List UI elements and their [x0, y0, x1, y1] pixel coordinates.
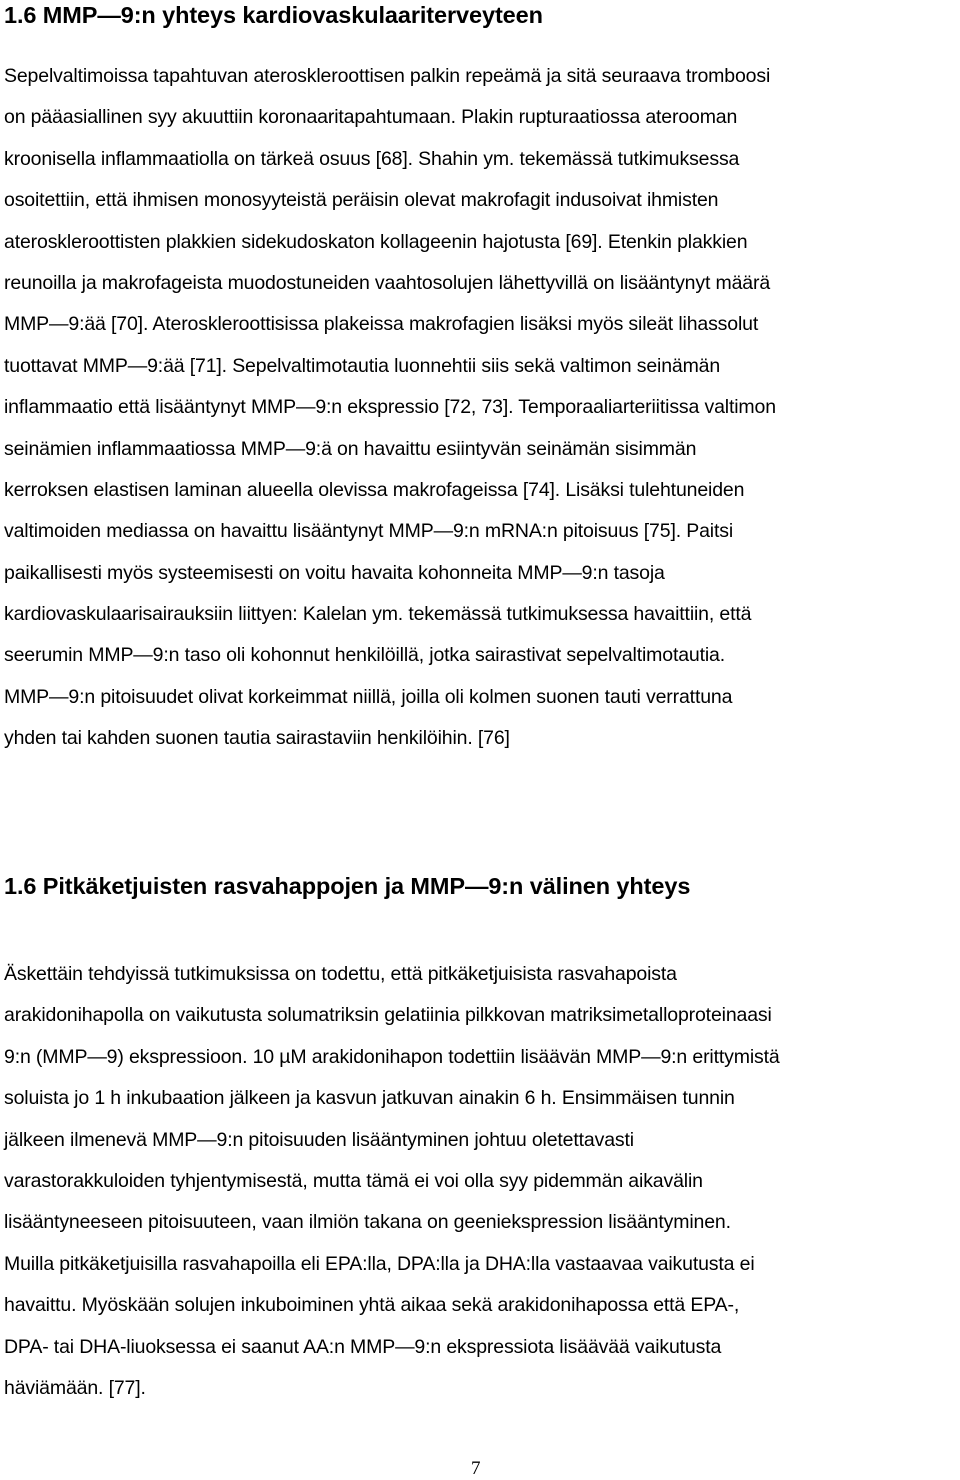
text-line: arakidonihapolla on vaikutusta solumatriksin gelatiinia pilkkovan matriksimetalloproteinaasi	[4, 1004, 772, 1027]
text-line: tuottavat MMP—9:ää [71]. Sepelvaltimotautia luonnehtii siis sekä valtimon seinämän	[4, 354, 721, 377]
text-line: DPA- tai DHA-liuoksessa ei saanut AA:n MMP—9:n ekspressiota lisäävää vaikutusta	[4, 1335, 722, 1358]
text-line: soluista jo 1 h inkubaation jälkeen ja kasvun jatkuvan ainakin 6 h. Ensimmäisen tunnin	[4, 1087, 735, 1110]
text-line: kardiovaskulaarisairauksiin liittyen: Kalelan ym. tekemässä tutkimuksessa havaittiin, että	[4, 603, 752, 626]
page-number: 7	[471, 1458, 481, 1479]
text-line: ateroskleroottisten plakkien sidekudoskaton kollageenin hajotusta [69]. Etenkin plakkien	[4, 230, 748, 253]
text-line: valtimoiden mediassa on havaittu lisääntynyt MMP—9:n mRNA:n pitoisuus [75]. Paitsi	[4, 520, 734, 543]
text-line: varastorakkuloiden tyhjentymisestä, mutta tämä ei voi olla syy pidemmän aikavälin	[4, 1169, 703, 1192]
text-line: Muilla pitkäketjuisilla rasvahapoilla eli EPA:lla, DPA:lla ja DHA:lla vastaavaa vaikutusta ei	[4, 1252, 755, 1275]
text-line: osoitettiin, että ihmisen monosyyteistä peräisin olevat makrofagit indusoivat ihmisten	[4, 189, 719, 212]
text-line: seinämien inflammaatiossa MMP—9:ä on havaittu esiintyvän seinämän sisimmän	[4, 437, 697, 460]
text-line: lisääntyneeseen pitoisuuteen, vaan ilmiön takana on geeniekspression lisääntyminen.	[4, 1211, 731, 1234]
text-line: Äskettäin tehdyissä tutkimuksissa on todettu, että pitkäketjuisista rasvahapoista	[4, 963, 677, 985]
text-line: reunoilla ja makrofageista muodostuneiden vaahtosolujen lähettyvillä on lisääntynyt määrä	[4, 271, 771, 294]
paragraph-fatty-acids-mmp9	[4, 954, 958, 1409]
text-line: paikallisesti myös systeemisesti on voitu havaita kohonneita MMP—9:n tasoja	[4, 561, 665, 584]
text-line: seerumin MMP—9:n taso oli kohonnut henkilöillä, jotka sairastivat sepelvaltimotautia.	[4, 644, 726, 667]
text-line: on pääasiallinen syy akuuttiin koronaaritapahtumaan. Plakin rupturaatiossa aterooman	[4, 106, 738, 129]
text-line: jälkeen ilmenevä MMP—9:n pitoisuuden lisääntyminen johtuu oletettavasti	[4, 1128, 634, 1151]
paragraph-mmp9-cardiovascular	[4, 56, 958, 760]
text-line: kroonisella inflammaatiolla on tärkeä osuus [68]. Shahin ym. tekemässä tutkimuksessa	[4, 147, 740, 170]
text-line: kerroksen elastisen laminan alueella olevissa makrofageissa [74]. Lisäksi tulehtuneiden	[4, 478, 745, 501]
text-line: MMP—9:ää [70]. Ateroskleroottisissa plakeissa makrofagien lisäksi myös sileät lihassolut	[4, 313, 759, 336]
text-line: havaittu. Myöskään solujen inkuboiminen yhtä aikaa sekä arakidonihapossa että EPA-,	[4, 1294, 740, 1317]
text-line: Sepelvaltimoissa tapahtuvan ateroskleroottisen palkin repeämä ja sitä seuraava tromboosi	[4, 65, 771, 87]
text-line: 9:n (MMP—9) ekspressioon. 10 µM arakidonihapon todettiin lisäävän MMP—9:n erittymistä	[4, 1045, 780, 1068]
section-heading-fatty-acids-mmp9: 1.6 Pitkäketjuisten rasvahappojen ja MMP—9:n välinen yhteys	[4, 873, 691, 899]
text-line: häviämään. [77].	[4, 1376, 146, 1399]
text-line: MMP—9:n pitoisuudet olivat korkeimmat niillä, joilla oli kolmen suonen tauti verrattuna	[4, 685, 733, 708]
text-line: yhden tai kahden suonen tautia sairastaviin henkilöihin. [76]	[4, 727, 510, 750]
section-heading-mmp9-cardiovascular: 1.6 MMP—9:n yhteys kardiovaskulaariterveyteen	[4, 2, 543, 28]
text-line: inflammaatio että lisääntynyt MMP—9:n ekspressio [72, 73]. Temporaaliarteriitissa valtimon	[4, 396, 776, 419]
